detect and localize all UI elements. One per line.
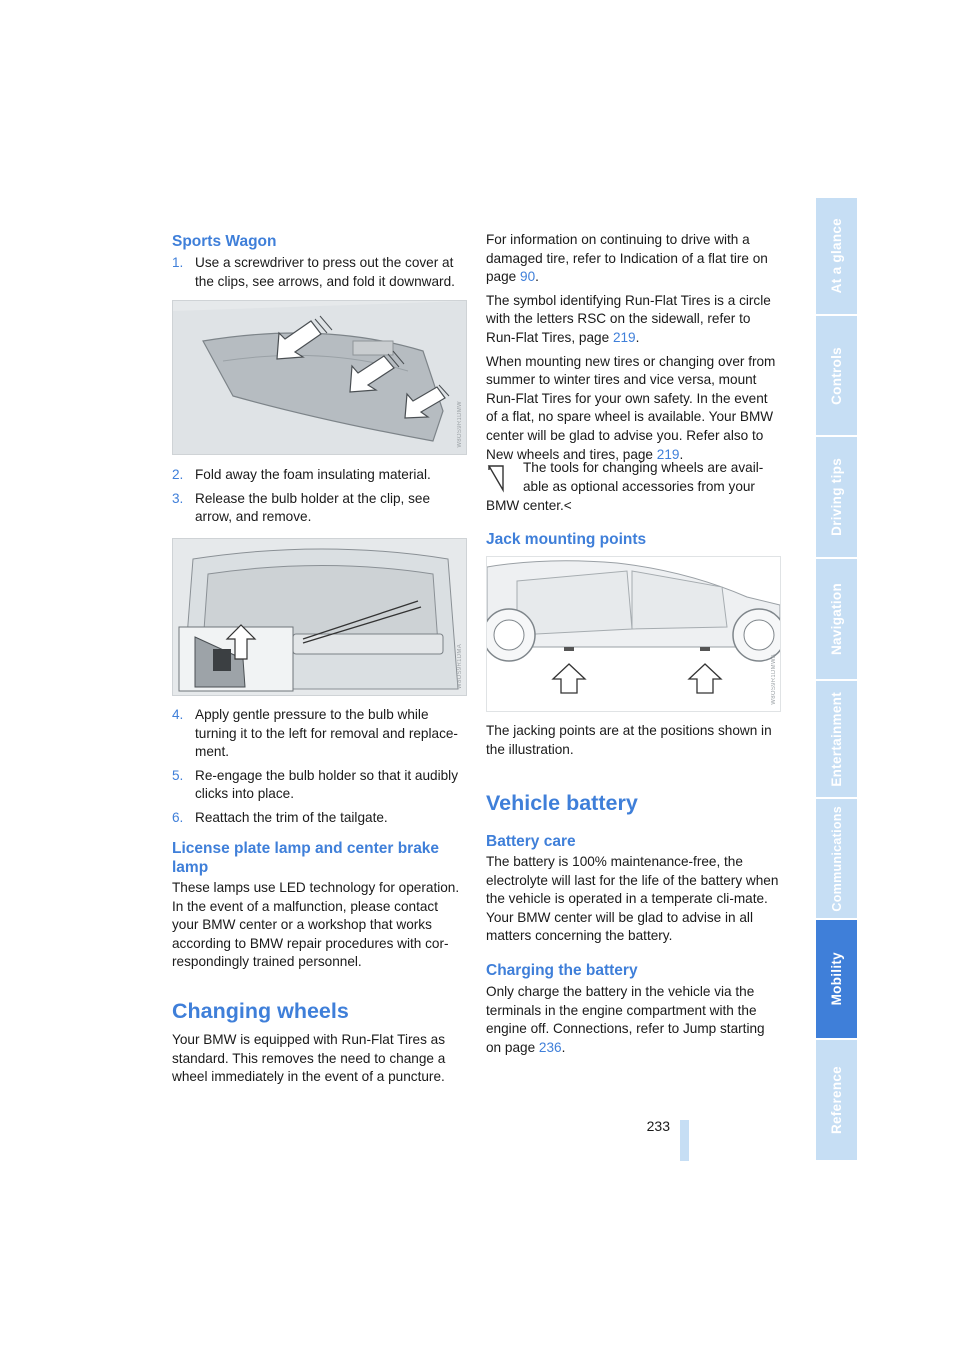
heading-line: lamp xyxy=(172,859,209,876)
battery-care-heading: Battery care xyxy=(486,833,576,850)
figure-code: W8OS9R1DMWA xyxy=(771,654,777,705)
page-link[interactable]: 236 xyxy=(538,1039,562,1055)
step-text: Reattach the trim of the tailgate. xyxy=(195,809,388,825)
tab-label: Navigation xyxy=(829,582,844,655)
text: When mounting new tires or changing over from summer to winter tires and vice versa, mount Run-Flat Tires for your own safety. In the event of a flat, no spare wheel is available. Your BMW center will be glad to advise you. Refer also to New wheels and tires, page xyxy=(486,353,776,462)
step-text: Release the bulb holder at the clip, see arrow, and remove. xyxy=(195,490,431,525)
bulb-holder-illustration xyxy=(172,538,467,696)
step-number: 6. xyxy=(172,809,184,825)
page-number: 233 xyxy=(646,1118,670,1134)
sports-wagon-heading: Sports Wagon xyxy=(172,233,277,250)
step-3 xyxy=(172,490,468,527)
page-link[interactable]: 219 xyxy=(612,329,636,345)
tab-label: Reference xyxy=(829,1066,844,1134)
battery-care-text: The battery is 100% maintenance-free, the electrolyte will last for the life of the battery when the vehicle is operated in a temperate cli-mate. Your BMW center will be glad to advise in all matters concerning the battery. xyxy=(486,854,779,944)
page-number-bar xyxy=(680,1120,689,1161)
rsc-paragraph xyxy=(486,292,782,348)
tab-label: Controls xyxy=(829,346,844,405)
note-line-2: able as optional accessories from your xyxy=(523,479,755,494)
step-1 xyxy=(172,254,468,291)
text: . xyxy=(535,269,539,285)
tab-label: Driving tips xyxy=(829,458,844,536)
steps-1 xyxy=(172,254,468,296)
license-lamp-heading xyxy=(172,839,468,877)
steps-4-6 xyxy=(172,706,468,833)
jack-points-illustration xyxy=(486,556,781,712)
right-col-paragraphs xyxy=(486,231,782,469)
text: The symbol identifying Run-Flat Tires is a circle with the letters RSC on the sidewall, refer to Run-Flat Tires, page xyxy=(486,292,771,345)
page-link[interactable]: 90 xyxy=(520,269,536,285)
note-line-1: The tools for changing wheels are avail- xyxy=(523,460,764,475)
sidebar-tab-at-a-glance[interactable] xyxy=(816,198,857,314)
figure-code: W8OS9R1DMW xyxy=(457,401,463,448)
tab-label: Communications xyxy=(829,805,844,912)
license-lamp-text: These lamps use LED technology for operation. In the event of a malfunction, please contact your BMW center or a workshop that works according to BMW repair procedures with cor-respondingly trained personnel. xyxy=(172,880,460,970)
step-6 xyxy=(172,809,468,828)
bulb-holder-drawing xyxy=(173,539,466,695)
note-icon xyxy=(486,462,518,494)
text: For information on continuing to drive with a damaged tire, refer to Indication of a flat tire on page xyxy=(486,232,768,285)
figure-code: W8OS9R1DMA xyxy=(457,643,463,689)
step-number: 4. xyxy=(172,707,184,722)
step-text: Re-engage the bulb holder so that it audibly clicks into place. xyxy=(195,767,458,802)
text: . xyxy=(561,1039,566,1055)
sidebar-tab-reference[interactable] xyxy=(816,1040,857,1160)
heading-line: License plate lamp and center brake xyxy=(172,840,440,857)
sidebar-tab-communications[interactable] xyxy=(816,799,857,918)
note-line-3: BMW center.< xyxy=(486,498,572,513)
tailgate-cover-drawing xyxy=(173,301,466,454)
step-2 xyxy=(172,466,468,485)
sidebar-tab-navigation[interactable] xyxy=(816,559,857,679)
tab-label: Entertainment xyxy=(829,691,844,787)
changing-wheels-text: Your BMW is equipped with Run-Flat Tires as standard. This removes the need to change a wheel immediately in the event of a puncture. xyxy=(172,1032,446,1085)
jack-text: The jacking points are at the positions shown in the illustration. xyxy=(486,723,772,757)
charging-text xyxy=(486,983,782,1057)
mounting-paragraph xyxy=(486,353,782,465)
sidebar-tab-entertainment[interactable] xyxy=(816,681,857,797)
step-number: 1. xyxy=(172,255,184,270)
changing-wheels-heading: Changing wheels xyxy=(172,999,349,1023)
step-text: Apply gentle pressure to the bulb while turning it to the left for removal and replace-ment. xyxy=(195,707,458,760)
charging-heading: Charging the battery xyxy=(486,962,638,979)
step-number: 3. xyxy=(172,490,184,506)
flat-tire-paragraph xyxy=(486,231,782,287)
tab-label: Mobility xyxy=(829,952,844,1006)
step-text: Fold away the foam insulating material. xyxy=(195,467,431,482)
steps-2-3 xyxy=(172,466,468,532)
jack-points-drawing xyxy=(487,557,780,711)
sidebar-tab-controls[interactable] xyxy=(816,316,857,435)
text: Only charge the battery in the vehicle via the terminals in the engine compartment with the engine off. Connections, refer to Jump starting on page xyxy=(486,984,765,1055)
jack-heading: Jack mounting points xyxy=(486,531,647,548)
step-number: 2. xyxy=(172,467,184,482)
page-link[interactable]: 219 xyxy=(656,446,680,462)
step-4 xyxy=(172,706,468,762)
step-number: 5. xyxy=(172,767,184,783)
text: . xyxy=(679,446,684,462)
sidebar-tab-mobility[interactable] xyxy=(816,920,857,1038)
tailgate-cover-illustration xyxy=(172,300,467,455)
sidebar-tab-driving-tips[interactable] xyxy=(816,437,857,557)
step-5 xyxy=(172,767,468,804)
tab-label: At a glance xyxy=(829,218,844,294)
step-text: Use a screwdriver to press out the cover at the clips, see arrows, and fold it downward. xyxy=(195,255,455,289)
vehicle-battery-heading: Vehicle battery xyxy=(486,791,638,815)
text: . xyxy=(635,329,640,345)
